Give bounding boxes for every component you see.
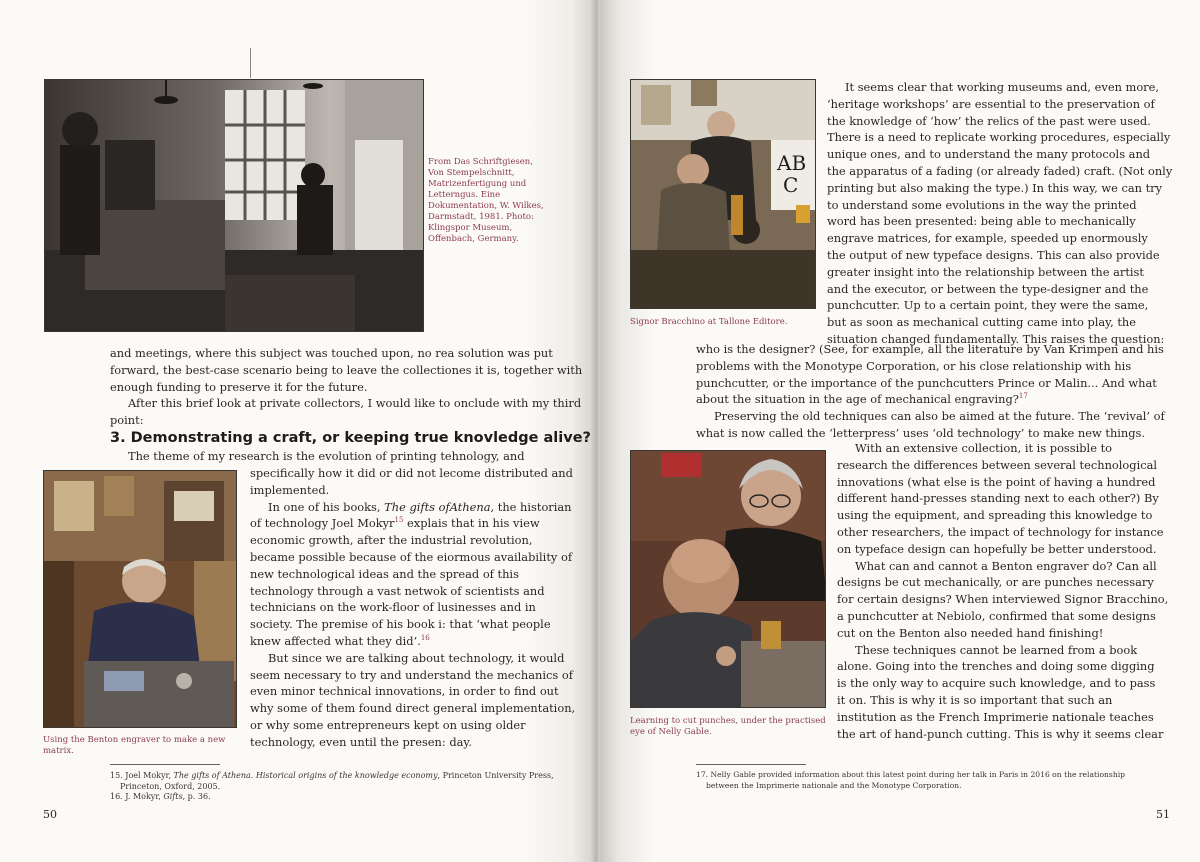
caption-line: Offenbach, Germany. <box>428 234 519 244</box>
punch-cutting-image <box>631 451 826 708</box>
text-line: using the equipment, and spreading this knowledge to <box>837 508 1153 523</box>
caption-line: From Das Schriftgiesen, <box>428 157 533 167</box>
text-line: printing but also making the type.) In this way, we can try <box>827 180 1163 195</box>
text-line: enough funding to preserve it for the future. <box>110 379 368 394</box>
text-line: But since we are talking about technology, it would <box>268 650 565 665</box>
text-line: and the executor, or between the type-designer and the <box>827 281 1149 296</box>
text-line: These techniques cannot be learned from a book <box>855 642 1138 657</box>
text-line: technology, even until the presen: day. <box>250 734 472 749</box>
text-line: for certain designs? When interviewed Signor Bracchino, <box>837 592 1169 607</box>
text-line: why some of them found direct general implementation, <box>250 701 576 716</box>
text-line: is the only way to acquire such knowledge, and to pass <box>837 676 1156 691</box>
footnote-rule <box>696 764 806 765</box>
right-page <box>600 0 1200 862</box>
photo4-caption <box>630 716 840 738</box>
section-heading: 3. Demonstrating a craft, or keeping true knovledge alive? <box>110 430 591 446</box>
paragraph-theme-first <box>128 448 568 465</box>
benton-engraver-image <box>44 471 237 728</box>
text-line <box>250 515 570 532</box>
text-line: a punchcutter at Nebiolo, confirmed that some designs <box>837 608 1156 623</box>
text-line: and meetings, where this subject was touched upon, no rea solution was put <box>110 346 553 360</box>
text-fragment: 15. Joel Mokyr, <box>110 771 174 780</box>
text-line: alone. Going into the trenches and doing some digging <box>837 659 1155 674</box>
footnotes-right <box>696 770 1186 791</box>
caption-line: Learning to cut punches, under the practised <box>630 716 826 726</box>
text-line: ‘heritage workshops’ are essential to the preservation of <box>827 96 1155 111</box>
photo3-caption: Signor Bracchino at Tallone Editore. <box>630 317 788 327</box>
paragraph-mokyr <box>250 465 576 751</box>
page-number-left: 50 <box>43 808 57 821</box>
caption-line: Darmstadt, 1981. Photo: <box>428 212 534 222</box>
caption-line: matrix. <box>43 746 74 756</box>
bracchino-image <box>631 80 816 309</box>
text-line: other researchers, the impact of technology for instance <box>837 524 1164 539</box>
page-number-right: 51 <box>1156 808 1170 821</box>
book-title: The gifts of Athena. Historical origins of the knowledge economy <box>173 771 438 780</box>
caption-line: Klingspor Museum, <box>428 223 513 233</box>
crop-mark <box>250 48 251 78</box>
text-line: Princeton, Oxford, 2005. <box>120 781 221 791</box>
text-line: The theme of my research is the evolution of printing tehnology, and <box>128 449 525 463</box>
svg-text:C: C <box>783 173 799 197</box>
text-line: What can and cannot a Benton engraver do? Can all <box>855 558 1157 573</box>
text-line: the output of new typeface designs. This can also provide <box>827 247 1160 262</box>
caption-line: eye of Nelly Gable. <box>630 727 712 737</box>
text-fragment: In one of his books, <box>268 499 385 514</box>
footnote-rule <box>110 764 220 765</box>
text-line: or why some entrepreneurs kept on using older <box>250 717 526 732</box>
text-fragment: , the historian <box>490 499 572 514</box>
footnote-17: 17. Nelly Gable provided information about this latest point during her talk in Paris in 2016 on the relationship <box>696 770 1126 779</box>
text-fragment: explais that in his view <box>403 516 540 531</box>
text-line: but as soon as mechanical cutting came into play, the <box>827 315 1136 330</box>
text-fragment: , p. 36. <box>182 792 211 801</box>
footnote-16 <box>110 792 570 803</box>
text-line: problems with the Monotype Corporation, or his close relationship with his <box>696 358 1132 373</box>
caption-line: Dokumentation, W. Wilkes, <box>428 201 544 211</box>
caption-line: Letterngus. Eine <box>428 190 501 200</box>
text-line: greater insight into the relationship between the artist <box>827 264 1144 279</box>
text-line: word has been presented: being able to mechanically <box>827 214 1136 229</box>
text-line: specifically how it did or did not lecome distributed and <box>250 466 573 480</box>
text-line: unique ones, and to understand the many protocols and <box>827 147 1151 162</box>
text-line: punchcutter, or the importance of the punchcutters Prince or Malin... And what <box>696 375 1157 390</box>
text-line: point: <box>110 413 144 428</box>
text-line: economic growth, after the industrial revolution, <box>250 533 533 548</box>
footnote-ref[interactable]: 15 <box>394 516 404 525</box>
svg-text:AB: AB <box>777 151 807 175</box>
text-line: became possible because of the eiormous availability of <box>250 549 573 564</box>
footnote-15 <box>110 771 570 782</box>
text-line: There is a need to replicate working procedures, especially <box>827 130 1171 145</box>
text-line: to understand some evolutions in the way the printed <box>827 197 1137 212</box>
text-line: even minor technical innovations, in order to find out <box>250 684 559 699</box>
text-line: the knowledge of ‘how’ the relics of the past were used. <box>827 113 1151 128</box>
text-line: the art of hand-punch cutting. This is why it seems clear <box>837 726 1164 741</box>
text-line: engrave matrices, for example, speeded up enormously <box>827 231 1148 246</box>
book-title: Gifts <box>163 792 183 801</box>
text-line: different hand-presses standing next to each other?) By <box>837 491 1159 506</box>
paragraph-collection-research <box>837 440 1177 742</box>
text-line: technology through a vast netwok of scientists and <box>250 583 545 598</box>
text-line: forward, the best-case scenario being to leave the collectiones it is, together with <box>110 362 583 377</box>
text-line: situation changed fundamentally. This raises the question: <box>827 331 1165 346</box>
text-fragment: knew affected what they did’. <box>250 633 421 648</box>
text-line: institution as the French Imprimerie nationale teaches <box>837 709 1154 724</box>
paragraph-working-museums <box>827 79 1172 348</box>
text-line: new technological ideas and the spread of this <box>250 566 519 581</box>
caption-line: Von Stempelschnitt, <box>428 168 515 178</box>
book-title: The gifts ofAthena <box>384 499 491 514</box>
text-line: society. The premise of his book i: that ‘what people <box>250 617 551 632</box>
text-line: seem necessary to try and understand the mechanics of <box>250 667 573 682</box>
benton-engraver-photo <box>43 470 237 728</box>
text-fragment: of technology Joel Mokyr <box>250 516 395 531</box>
text-line: punchcutter. Up to a certain point, they were the same, <box>827 298 1149 313</box>
text-line: who is the designer? (See, for example, all the literature by Van Krimpen and his <box>696 342 1164 356</box>
text-fragment: about the situation in the age of mechanical engraving? <box>696 392 1019 407</box>
text-line: cut on the Benton also needed hand finishing! <box>837 625 1104 640</box>
text-line: After this brief look at private collectors, I would like to onclude with my third <box>128 396 582 411</box>
text-line <box>250 633 570 650</box>
punch-cutting-photo <box>630 450 826 708</box>
text-line: technicians on the work-floor of lusinesses and in <box>250 600 536 615</box>
photo1-caption <box>428 157 548 245</box>
text-fragment: , Princeton University Press, <box>437 771 554 780</box>
paragraph-collections <box>110 345 583 429</box>
text-line <box>696 391 1176 408</box>
text-line: With an extensive collection, it is possible to <box>855 441 1113 455</box>
text-fragment: 16. J. Mokyr, <box>110 792 164 801</box>
text-line: the apparatus of a fading (or already faded) craft. (Not only <box>827 163 1173 178</box>
text-line: Preserving the old techniques can also be aimed at the future. The ‘revival’ of <box>714 409 1165 424</box>
caption-line: Using the Benton engraver to make a new <box>43 735 226 745</box>
text-line: it on. This is why it is so important that such an <box>837 692 1113 707</box>
text-line: research the differences between several technological <box>837 457 1158 472</box>
foundry-workshop-image <box>45 80 424 332</box>
caption-line: Matrizenfertigung und <box>428 179 527 189</box>
footnote-ref[interactable]: 16 <box>420 634 430 643</box>
text-line: innovations (what else is the point of having a hundred <box>837 474 1156 489</box>
text-line: designs be cut mechanically, or are punches necessary <box>837 575 1154 590</box>
text-line: between the Imprimerie nationale and the Monotype Corporation. <box>706 780 962 790</box>
text-line <box>250 499 570 516</box>
text-line: It seems clear that working museums and, even more, <box>845 80 1159 94</box>
foundry-workshop-photo <box>44 79 424 332</box>
footnotes-left <box>110 771 570 803</box>
text-line: on typeface design can hopefully be better understood. <box>837 541 1157 556</box>
bracchino-photo <box>630 79 816 309</box>
left-page <box>0 0 596 862</box>
text-line: what is now called the ‘letterpress’ uses ‘old technology’ to make new things. <box>696 425 1146 440</box>
footnote-ref[interactable]: 17 <box>1018 392 1028 401</box>
text-line: implemented. <box>250 482 330 497</box>
photo2-caption <box>43 735 243 757</box>
paragraph-designer-question <box>696 341 1176 442</box>
